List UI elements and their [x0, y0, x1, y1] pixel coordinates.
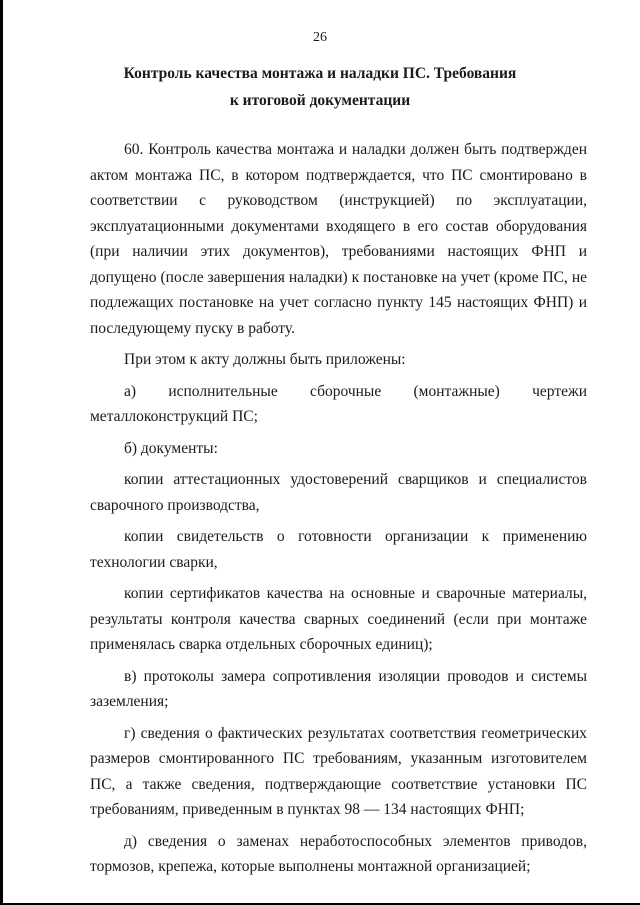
section-title	[0, 60, 640, 114]
paragraph-60: 60. Контроль качества монтажа и наладки должен быть подтвержден актом монтажа ПС, в котором подтверждается, что ПС смонтировано в соответствии с руководством (инструкцией) по эксплуатации, эксплуатационными документами входящего в его состав оборудования (при наличии этих документов), требованиями настоящих ФНП и допущено (после завершения наладки) к постановке на учет (кроме ПС, не подлежащих постановке на учет согласно пункту 145 настоящих ФНП) и последующему пуску в работу.	[90, 141, 587, 337]
paragraph-item-a: а) исполнительные сборочные (монтажные) чертежи металлоконструкций ПС;	[90, 382, 587, 425]
paragraph-item-d: д) сведения о заменах неработоспособных элементов приводов, тормозов, крепежа, которые выполнены монтажной организацией;	[90, 832, 587, 875]
paragraph-item-g: г) сведения о фактических результатах соответствия геометрических размеров смонтированного ПС требованиям, указанным изготовителем ПС, а также сведения, подтверждающие соответствие установки ПС требованиям, приведенным в пунктах 98 — 134 настоящих ФНП;	[90, 724, 587, 818]
paragraph-item-v: в) протоколы замера сопротивления изоляции проводов и системы заземления;	[90, 667, 587, 710]
scan-left-border	[0, 0, 3, 905]
document-body	[90, 137, 587, 880]
paragraph-welder-certificates: копии аттестационных удостоверений сварщиков и специалистов сварочного производства,	[90, 471, 587, 514]
paragraph-material-certificates: копии сертификатов качества на основные и сварочные материалы, результаты контроля качества сварных соединений (если при монтаже применялась сварка отдельных сборочных единиц);	[90, 585, 587, 653]
paragraph-item-b: б) документы:	[124, 439, 218, 457]
section-title-line-1: Контроль качества монтажа и наладки ПС. Требования	[123, 65, 517, 82]
paragraph-welding-readiness: копии свидетельств о готовности организации к применению технологии сварки,	[90, 528, 587, 571]
page-number: 26	[313, 30, 327, 45]
section-title-line-2: к итоговой документации	[229, 92, 411, 109]
paragraph-attachments-intro: При этом к акту должны быть приложены:	[124, 351, 406, 368]
